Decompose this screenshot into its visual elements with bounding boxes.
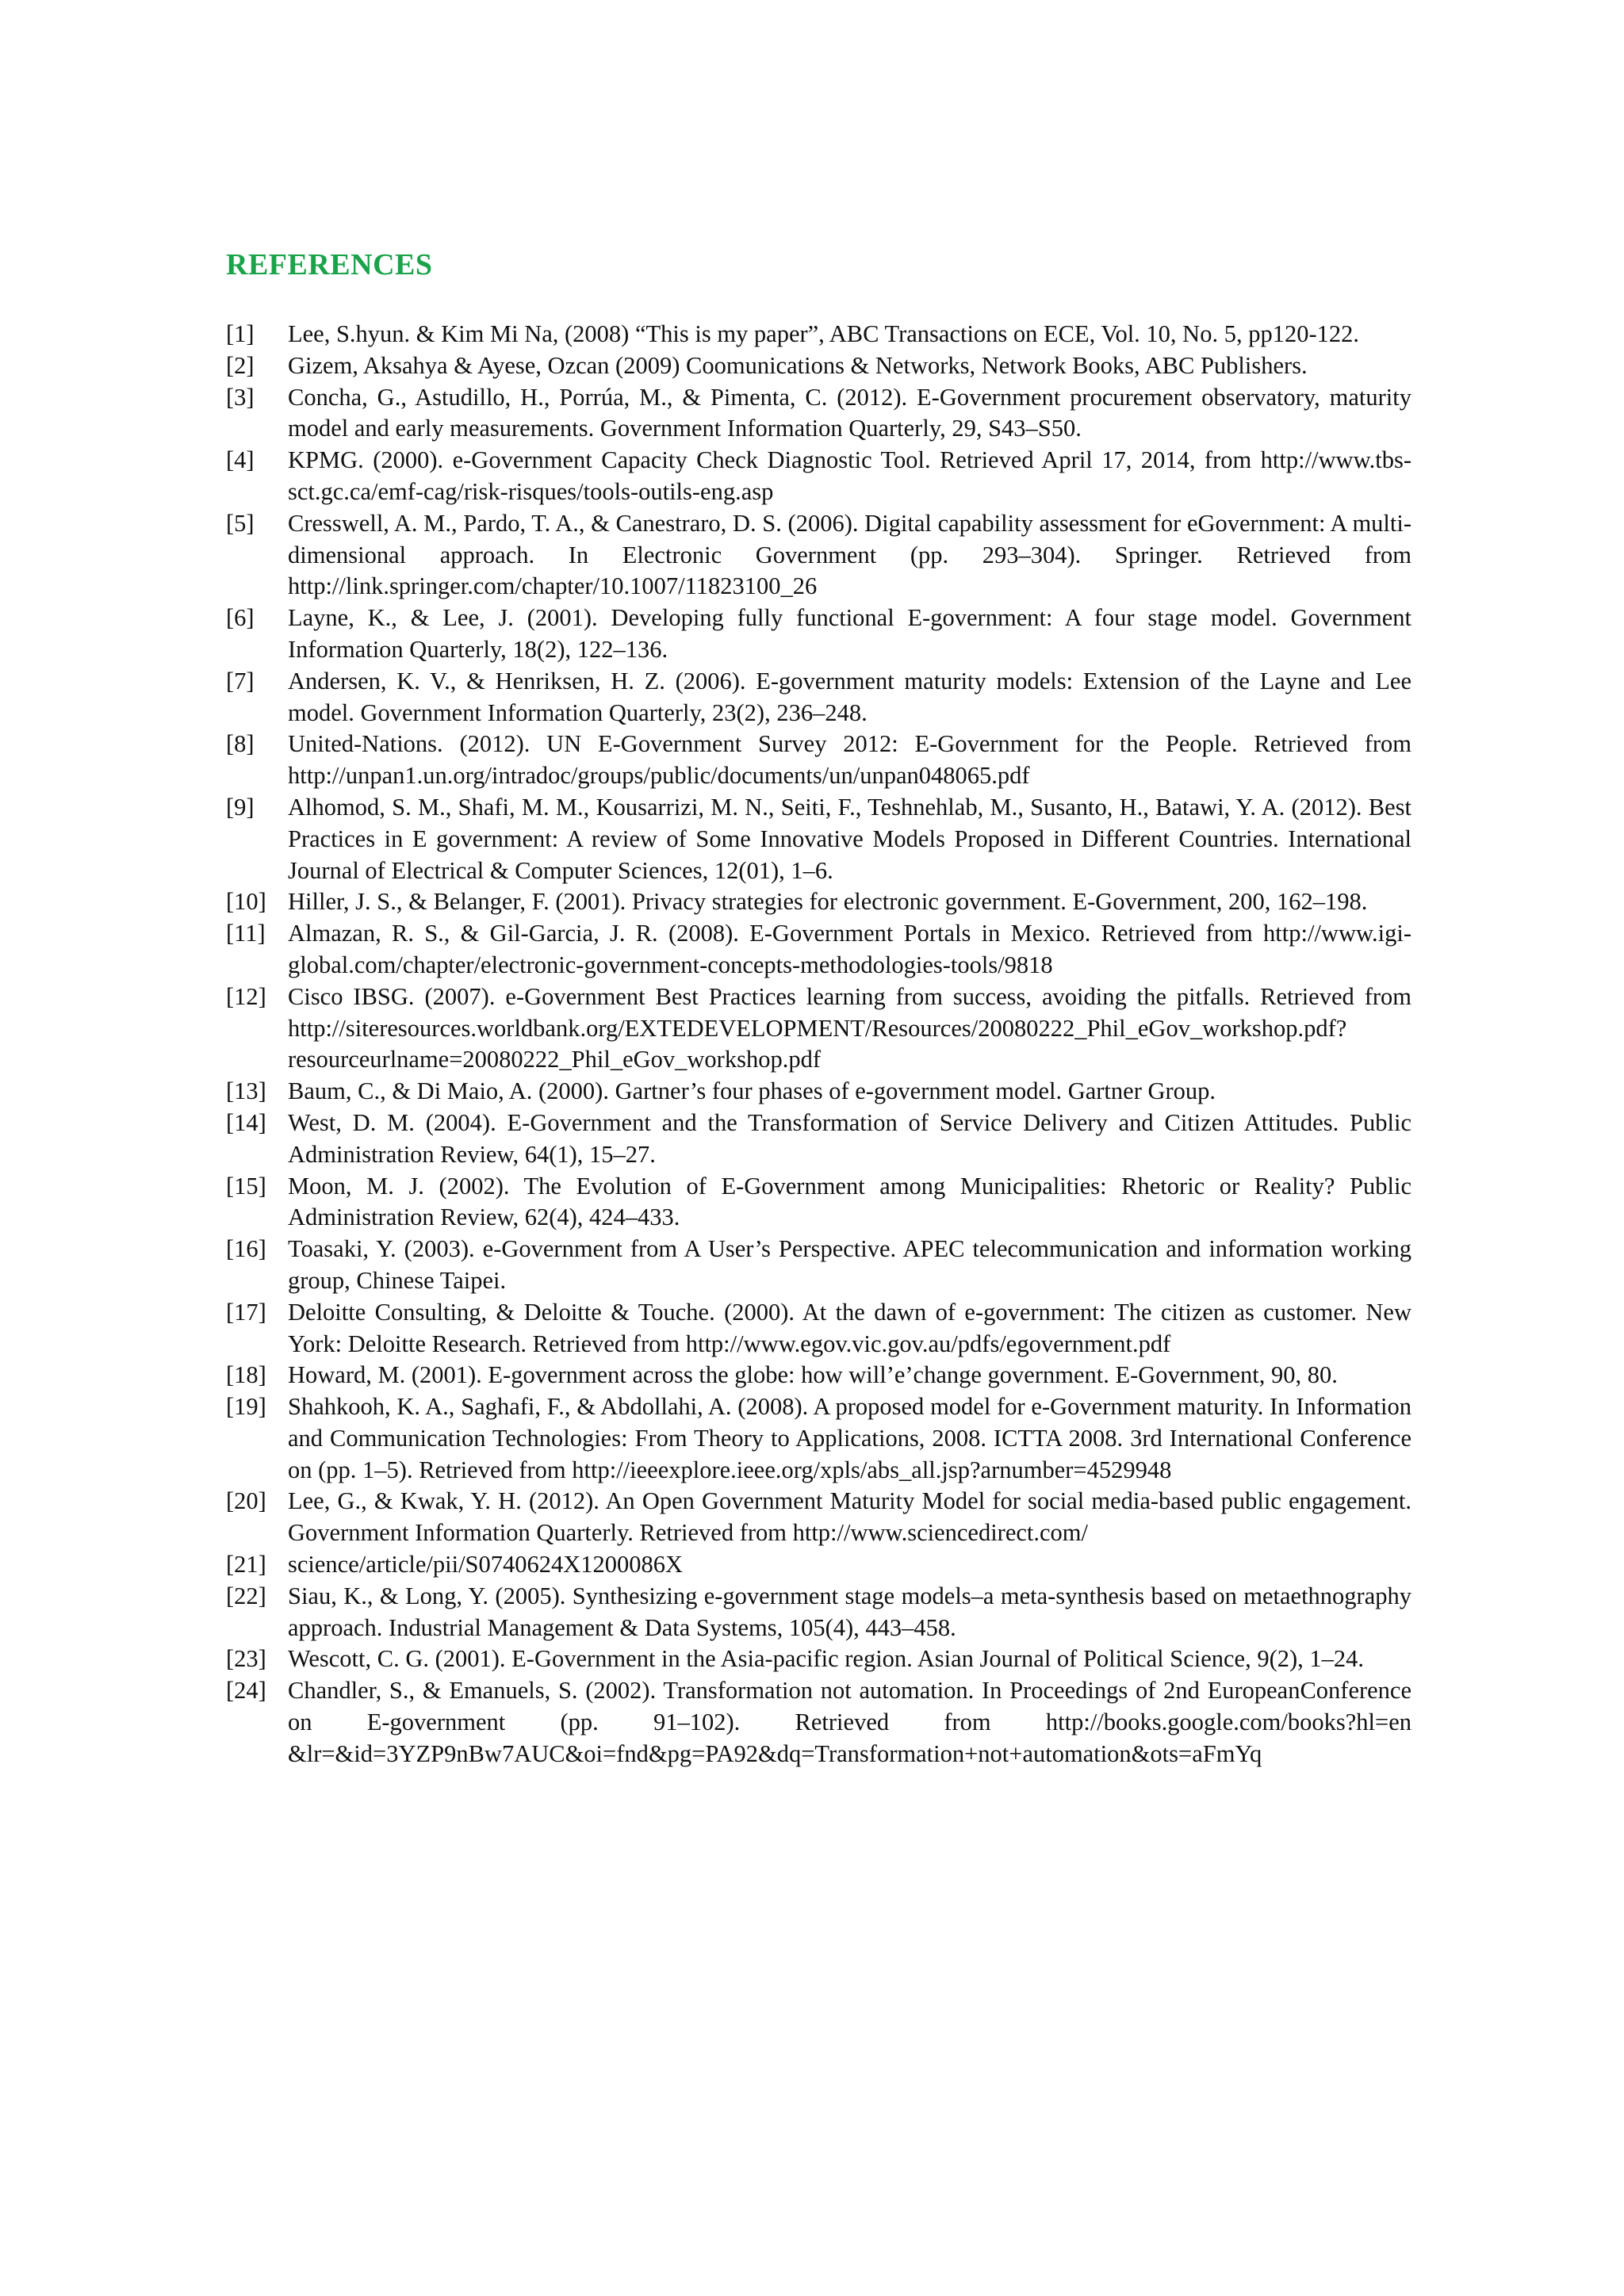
reference-text: science/article/pii/S0740624X1200086X (288, 1551, 684, 1578)
reference-number: [5] (226, 509, 255, 537)
reference-number: [18] (226, 1361, 266, 1389)
reference-text: Alhomod, S. M., Shafi, M. M., Kousarrizi, M. N., Seiti, F., Teshnehlab, M., Susanto, H., Batawi, Y. A. (2012). Best Practices in E government: A review of Some Innovative Models Proposed in Different Countries. International Journal of Electrical & Computer Sciences, 12(01), 1–6. (288, 793, 1411, 884)
reference-number: [15] (226, 1172, 266, 1200)
reference-entry (226, 886, 1411, 918)
reference-entry (226, 445, 1411, 508)
reference-text: Lee, G., & Kwak, Y. H. (2012). An Open Government Maturity Model for social media-based public engagement. Government Information Quarterly. Retrieved from http://www.sciencedirect.com/ (288, 1487, 1411, 1547)
reference-entry (226, 792, 1411, 886)
reference-number: [2] (226, 351, 255, 379)
reference-number: [21] (226, 1551, 266, 1578)
reference-number: [14] (226, 1108, 266, 1136)
reference-entry (226, 319, 1411, 350)
references-heading: REFERENCES (226, 248, 433, 281)
reference-text: Concha, G., Astudillo, H., Porrúa, M., & Pimenta, C. (2012). E-Government procurement observatory, maturity model and early measurements. Government Information Quarterly, 29, S43–S50. (288, 383, 1411, 442)
reference-entry (226, 1391, 1411, 1486)
reference-entry (226, 1644, 1411, 1675)
reference-text: United-Nations. (2012). UN E-Government Survey 2012: E-Government for the People. Retrieved from http://unpan1.un.org/intradoc/groups/public/documents/un/unpan048065.pdf (288, 730, 1411, 790)
reference-number: [10] (226, 888, 266, 916)
reference-number: [22] (226, 1582, 266, 1609)
reference-number: [24] (226, 1677, 266, 1705)
reference-entry (226, 603, 1411, 666)
reference-number: [11] (226, 920, 266, 947)
reference-number: [4] (226, 446, 255, 474)
reference-text: Wescott, C. G. (2001). E-Government in the Asia-pacific region. Asian Journal of Political Science, 9(2), 1–24. (288, 1645, 1365, 1673)
reference-text: Deloitte Consulting, & Deloitte & Touche. (2000). At the dawn of e-government: The citizen as customer. New York: Deloitte Research. Retrieved from http://www.egov.vic.gov.au/pdfs/egovernment.pdf (288, 1298, 1411, 1357)
reference-number: [20] (226, 1487, 266, 1515)
reference-number: [3] (226, 383, 255, 411)
reference-text: Chandler, S., & Emanuels, S. (2002). Transformation not automation. In Proceedings of 2nd EuropeanConference on E-government (pp. 91–102). Retrieved from http://books.google.com/books?hl=en &lr=&id=3YZP9nBw7AUC&oi=fnd&pg=PA92&dq=Transformation+not+automation&ots=aFmYq (288, 1677, 1411, 1767)
reference-entry (226, 1360, 1411, 1391)
reference-text: Gizem, Aksahya & Ayese, Ozcan (2009) Coomunications & Networks, Network Books, ABC Publishers. (288, 351, 1308, 379)
reference-text: Andersen, K. V., & Henriksen, H. Z. (2006). E-government maturity models: Extension of the Layne and Lee model. Government Information Quarterly, 23(2), 236–248. (288, 667, 1411, 726)
reference-number: [23] (226, 1645, 266, 1673)
reference-number: [7] (226, 667, 255, 695)
reference-text: Cresswell, A. M., Pardo, T. A., & Canestraro, D. S. (2006). Digital capability assessment for eGovernment: A multi-dimensional approach. In Electronic Government (pp. 293–304). Springer. Retrieved from http://link.springer.com/chapter/10.1007/11823100_26 (288, 509, 1411, 600)
reference-entry (226, 1297, 1411, 1360)
reference-entry (226, 1234, 1411, 1297)
reference-text: Shahkooh, K. A., Saghafi, F., & Abdollahi, A. (2008). A proposed model for e-Government maturity. In Information and Communication Technologies: From Theory to Applications, 2008. ICTTA 2008. 3rd International Conference on (pp. 1–5). Retrieved from http://ieeexplore.ieee.org/xpls/abs_all.jsp?arnumber=4529948 (288, 1393, 1411, 1483)
reference-number: [1] (226, 320, 255, 347)
reference-entry (226, 729, 1411, 792)
reference-entry (226, 1675, 1411, 1770)
reference-number: [6] (226, 604, 255, 632)
reference-text: Howard, M. (2001). E-government across the globe: how will’e’change government. E-Government, 90, 80. (288, 1361, 1338, 1389)
reference-number: [12] (226, 982, 266, 1010)
reference-entry (226, 918, 1411, 982)
reference-text: Toasaki, Y. (2003). e-Government from A User’s Perspective. APEC telecommunication and information working group, Chinese Taipei. (288, 1235, 1411, 1294)
reference-entry (226, 1076, 1411, 1108)
reference-text: Moon, M. J. (2002). The Evolution of E-Government among Municipalities: Rhetoric or Reality? Public Administration Review, 62(4), 424–433. (288, 1172, 1411, 1231)
reference-text: Siau, K., & Long, Y. (2005). Synthesizing e-government stage models–a meta-synthesis based on metaethnography approach. Industrial Management & Data Systems, 105(4), 443–458. (288, 1582, 1411, 1641)
reference-entry (226, 508, 1411, 603)
reference-number: [17] (226, 1298, 266, 1326)
reference-entry (226, 350, 1411, 382)
reference-number: [13] (226, 1077, 266, 1105)
reference-entry (226, 666, 1411, 729)
reference-text: Almazan, R. S., & Gil-Garcia, J. R. (2008). E-Government Portals in Mexico. Retrieved from http://www.igi-global.com/chapter/electronic-government-concepts-methodologies-tools/9818 (288, 920, 1411, 978)
reference-number: [19] (226, 1393, 266, 1421)
reference-number: [16] (226, 1235, 266, 1263)
reference-text: Baum, C., & Di Maio, A. (2000). Gartner’s four phases of e-government model. Gartner Group. (288, 1077, 1216, 1105)
reference-text: KPMG. (2000). e-Government Capacity Check Diagnostic Tool. Retrieved April 17, 2014, from http://www.tbs-sct.gc.ca/emf-cag/risk-risques/tools-outils-eng.asp (288, 446, 1411, 505)
reference-text: West, D. M. (2004). E-Government and the Transformation of Service Delivery and Citizen Attitudes. Public Administration Review, 64(1), 15–27. (288, 1108, 1411, 1168)
reference-entry (226, 982, 1411, 1076)
reference-entry (226, 382, 1411, 446)
reference-text: Layne, K., & Lee, J. (2001). Developing fully functional E-government: A four stage model. Government Information Quarterly, 18(2), 122–136. (288, 604, 1411, 663)
reference-number: [9] (226, 793, 255, 821)
reference-entry (226, 1171, 1411, 1234)
reference-text: Cisco IBSG. (2007). e-Government Best Practices learning from success, avoiding the pitfalls. Retrieved from http://siteresources.worldbank.org/EXTEDEVELOPMENT/Resources/20080222_Phil_eGov_workshop.pdf?resourceurlname=20080222_Phil_eGov_workshop.pdf (288, 982, 1411, 1073)
reference-list (226, 319, 1411, 1770)
reference-text: Lee, S.hyun. & Kim Mi Na, (2008) “This is my paper”, ABC Transactions on ECE, Vol. 10, No. 5, pp120-122. (288, 320, 1359, 347)
reference-text: Hiller, J. S., & Belanger, F. (2001). Privacy strategies for electronic government. E-Government, 200, 162–198. (288, 888, 1368, 916)
reference-entry (226, 1486, 1411, 1549)
reference-entry (226, 1549, 1411, 1581)
reference-entry (226, 1108, 1411, 1171)
reference-number: [8] (226, 730, 255, 758)
reference-entry (226, 1581, 1411, 1644)
